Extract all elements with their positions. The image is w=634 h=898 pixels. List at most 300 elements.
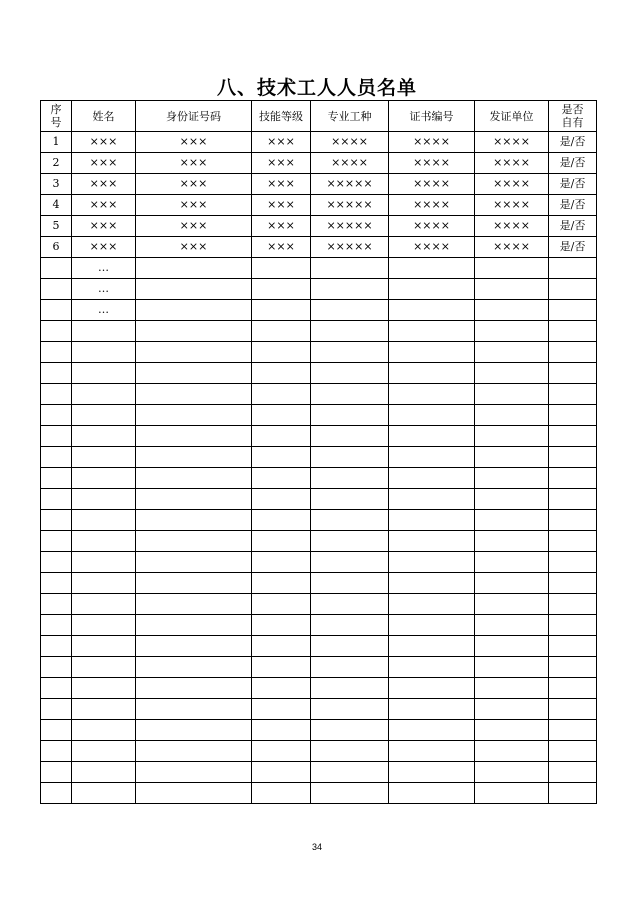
empty-cell [72,342,136,363]
cell-trade: ××××× [311,195,389,216]
empty-cell [549,342,597,363]
empty-cell [72,762,136,783]
empty-cell [311,615,389,636]
empty-cell [549,321,597,342]
empty-cell [389,426,475,447]
blank-row [41,720,597,741]
cell-self-owned: 是/否 [549,216,597,237]
empty-cell [549,657,597,678]
empty-cell [549,258,597,279]
cell-cert-number: ×××× [389,237,475,258]
empty-cell [136,783,252,804]
empty-cell [252,678,311,699]
empty-cell [41,762,72,783]
blank-row [41,783,597,804]
empty-cell [41,258,72,279]
empty-cell [72,573,136,594]
cell-cert-number: ×××× [389,153,475,174]
empty-cell [136,363,252,384]
empty-cell [136,531,252,552]
empty-cell [252,405,311,426]
header-id-number: 身份证号码 [136,101,252,132]
empty-cell [311,783,389,804]
blank-row [41,489,597,510]
empty-cell [311,699,389,720]
empty-cell [549,678,597,699]
empty-cell [41,741,72,762]
empty-cell [41,384,72,405]
empty-cell [252,657,311,678]
cell-self-owned: 是/否 [549,153,597,174]
empty-cell [311,720,389,741]
empty-cell [311,657,389,678]
empty-cell [252,552,311,573]
empty-cell [389,531,475,552]
empty-cell [475,762,549,783]
empty-cell [41,783,72,804]
empty-cell [311,405,389,426]
cell-trade: ×××× [311,153,389,174]
empty-cell [389,636,475,657]
empty-cell [72,678,136,699]
table-body [41,132,597,804]
empty-cell [311,636,389,657]
empty-cell [41,300,72,321]
blank-row [41,300,597,321]
empty-cell [136,342,252,363]
cell-seq: 6 [41,237,72,258]
empty-cell [549,615,597,636]
cell-seq: 2 [41,153,72,174]
cell-skill-level: ××× [252,216,311,237]
empty-cell [549,300,597,321]
cell-id-number: ××× [136,216,252,237]
empty-cell [389,699,475,720]
empty-cell [475,720,549,741]
empty-cell [389,552,475,573]
empty-cell [252,741,311,762]
empty-cell [41,447,72,468]
header-issuer: 发证单位 [475,101,549,132]
empty-cell [41,468,72,489]
table-row [41,132,597,153]
table-header-row [41,101,597,132]
empty-cell [389,741,475,762]
empty-cell [311,531,389,552]
blank-row [41,699,597,720]
empty-cell [475,657,549,678]
empty-cell [72,363,136,384]
blank-row [41,678,597,699]
page-title: 八、技术工人人员名单 [216,77,417,99]
empty-cell [41,573,72,594]
blank-row [41,762,597,783]
empty-cell [549,510,597,531]
empty-cell [41,678,72,699]
empty-cell [252,258,311,279]
header-seq: 序 号 [41,101,72,132]
empty-cell [549,636,597,657]
empty-cell [389,279,475,300]
empty-cell [311,321,389,342]
empty-cell [136,615,252,636]
blank-row [41,342,597,363]
empty-cell [252,699,311,720]
empty-cell [389,405,475,426]
empty-cell [252,489,311,510]
empty-cell [475,552,549,573]
empty-cell [136,552,252,573]
empty-cell [311,468,389,489]
empty-cell [136,573,252,594]
header-cert-number: 证书编号 [389,101,475,132]
empty-cell [475,405,549,426]
cell-name: ××× [72,153,136,174]
empty-cell [475,573,549,594]
cell-id-number: ××× [136,237,252,258]
empty-cell [311,573,389,594]
empty-cell [252,468,311,489]
empty-cell [72,783,136,804]
empty-cell [252,531,311,552]
header-self-owned: 是否 自有 [549,101,597,132]
empty-cell [72,615,136,636]
empty-cell [311,594,389,615]
empty-cell [389,510,475,531]
blank-row [41,405,597,426]
cell-id-number: ××× [136,132,252,153]
empty-cell [389,300,475,321]
empty-cell [41,657,72,678]
empty-cell [311,279,389,300]
empty-cell [136,699,252,720]
empty-cell [549,405,597,426]
blank-row [41,426,597,447]
empty-cell [311,258,389,279]
empty-cell [72,384,136,405]
header-skill-level: 技能等级 [252,101,311,132]
empty-cell [475,447,549,468]
cell-id-number: ××× [136,174,252,195]
empty-cell [549,468,597,489]
cell-name: ××× [72,132,136,153]
empty-cell [389,762,475,783]
empty-cell [252,300,311,321]
blank-row [41,321,597,342]
empty-cell [136,657,252,678]
empty-cell [136,405,252,426]
cell-name: ××× [72,195,136,216]
blank-row [41,615,597,636]
empty-cell [136,426,252,447]
blank-row [41,741,597,762]
empty-cell [549,720,597,741]
empty-cell [549,573,597,594]
empty-cell [41,405,72,426]
continuation-mark: … [72,279,136,300]
empty-cell [72,489,136,510]
empty-cell [475,783,549,804]
continuation-mark: … [72,258,136,279]
empty-cell [41,594,72,615]
table-row [41,153,597,174]
cell-issuer: ×××× [475,153,549,174]
cell-skill-level: ××× [252,195,311,216]
empty-cell [252,510,311,531]
empty-cell [136,321,252,342]
blank-row [41,594,597,615]
empty-cell [41,321,72,342]
blank-row [41,447,597,468]
empty-cell [136,636,252,657]
empty-cell [252,426,311,447]
cell-self-owned: 是/否 [549,174,597,195]
cell-issuer: ×××× [475,132,549,153]
empty-cell [475,489,549,510]
empty-cell [549,552,597,573]
empty-cell [72,720,136,741]
blank-row [41,657,597,678]
cell-issuer: ×××× [475,216,549,237]
cell-skill-level: ××× [252,237,311,258]
empty-cell [549,489,597,510]
empty-cell [72,426,136,447]
empty-cell [311,426,389,447]
empty-cell [389,657,475,678]
empty-cell [252,384,311,405]
cell-cert-number: ×××× [389,216,475,237]
empty-cell [41,363,72,384]
blank-row [41,636,597,657]
empty-cell [136,741,252,762]
empty-cell [475,384,549,405]
empty-cell [136,762,252,783]
empty-cell [389,468,475,489]
empty-cell [136,510,252,531]
empty-cell [311,489,389,510]
empty-cell [72,405,136,426]
empty-cell [72,552,136,573]
cell-name: ××× [72,216,136,237]
empty-cell [311,447,389,468]
empty-cell [475,426,549,447]
empty-cell [389,321,475,342]
empty-cell [389,594,475,615]
cell-cert-number: ×××× [389,132,475,153]
empty-cell [475,363,549,384]
page-number: 34 [311,842,322,852]
table-row [41,237,597,258]
empty-cell [41,615,72,636]
empty-cell [136,279,252,300]
empty-cell [475,531,549,552]
empty-cell [311,300,389,321]
empty-cell [311,741,389,762]
empty-cell [72,321,136,342]
empty-cell [311,342,389,363]
cell-trade: ××××× [311,237,389,258]
empty-cell [252,342,311,363]
empty-cell [41,552,72,573]
empty-cell [41,489,72,510]
empty-cell [136,258,252,279]
cell-issuer: ×××× [475,195,549,216]
empty-cell [475,615,549,636]
blank-row [41,468,597,489]
continuation-mark: … [72,300,136,321]
blank-row [41,531,597,552]
empty-cell [389,678,475,699]
empty-cell [136,447,252,468]
empty-cell [136,489,252,510]
empty-cell [136,384,252,405]
cell-skill-level: ××× [252,174,311,195]
empty-cell [549,594,597,615]
cell-trade: ×××× [311,132,389,153]
empty-cell [389,384,475,405]
blank-row [41,384,597,405]
empty-cell [41,279,72,300]
empty-cell [475,342,549,363]
empty-cell [41,510,72,531]
empty-cell [311,510,389,531]
empty-cell [311,552,389,573]
blank-row [41,510,597,531]
empty-cell [136,594,252,615]
cell-id-number: ××× [136,195,252,216]
technical-workers-table [40,100,597,804]
empty-cell [72,531,136,552]
table-row [41,216,597,237]
blank-row [41,279,597,300]
table-row [41,174,597,195]
empty-cell [311,384,389,405]
empty-cell [389,720,475,741]
empty-cell [475,636,549,657]
empty-cell [252,594,311,615]
empty-cell [136,300,252,321]
empty-cell [389,783,475,804]
empty-cell [72,636,136,657]
cell-issuer: ×××× [475,237,549,258]
empty-cell [389,489,475,510]
empty-cell [252,636,311,657]
empty-cell [311,363,389,384]
empty-cell [475,258,549,279]
empty-cell [389,258,475,279]
cell-seq: 3 [41,174,72,195]
empty-cell [475,699,549,720]
empty-cell [72,741,136,762]
blank-row [41,573,597,594]
empty-cell [475,468,549,489]
empty-cell [389,342,475,363]
empty-cell [136,678,252,699]
empty-cell [72,699,136,720]
blank-row [41,363,597,384]
empty-cell [41,699,72,720]
cell-cert-number: ×××× [389,174,475,195]
empty-cell [549,279,597,300]
empty-cell [475,279,549,300]
empty-cell [549,384,597,405]
empty-cell [41,720,72,741]
empty-cell [549,741,597,762]
cell-name: ××× [72,174,136,195]
empty-cell [72,447,136,468]
empty-cell [549,363,597,384]
empty-cell [41,342,72,363]
cell-id-number: ××× [136,153,252,174]
empty-cell [549,762,597,783]
empty-cell [475,321,549,342]
empty-cell [252,321,311,342]
empty-cell [389,573,475,594]
cell-trade: ××××× [311,216,389,237]
empty-cell [389,615,475,636]
empty-cell [252,615,311,636]
cell-seq: 5 [41,216,72,237]
empty-cell [252,447,311,468]
empty-cell [72,594,136,615]
empty-cell [252,720,311,741]
empty-cell [311,678,389,699]
empty-cell [72,510,136,531]
empty-cell [549,699,597,720]
empty-cell [252,573,311,594]
empty-cell [41,426,72,447]
cell-skill-level: ××× [252,153,311,174]
cell-seq: 1 [41,132,72,153]
header-trade: 专业工种 [311,101,389,132]
empty-cell [311,762,389,783]
table-row [41,195,597,216]
empty-cell [72,468,136,489]
empty-cell [252,279,311,300]
cell-seq: 4 [41,195,72,216]
cell-self-owned: 是/否 [549,195,597,216]
blank-row [41,258,597,279]
empty-cell [549,531,597,552]
empty-cell [252,363,311,384]
empty-cell [475,741,549,762]
empty-cell [475,510,549,531]
cell-issuer: ×××× [475,174,549,195]
cell-trade: ××××× [311,174,389,195]
empty-cell [136,468,252,489]
empty-cell [549,426,597,447]
empty-cell [136,720,252,741]
empty-cell [389,447,475,468]
empty-cell [252,783,311,804]
cell-self-owned: 是/否 [549,237,597,258]
cell-skill-level: ××× [252,132,311,153]
empty-cell [72,657,136,678]
empty-cell [475,300,549,321]
cell-cert-number: ×××× [389,195,475,216]
blank-row [41,552,597,573]
cell-name: ××× [72,237,136,258]
empty-cell [41,531,72,552]
empty-cell [549,783,597,804]
empty-cell [475,678,549,699]
empty-cell [475,594,549,615]
empty-cell [549,447,597,468]
cell-self-owned: 是/否 [549,132,597,153]
empty-cell [252,762,311,783]
header-name: 姓名 [72,101,136,132]
empty-cell [41,636,72,657]
